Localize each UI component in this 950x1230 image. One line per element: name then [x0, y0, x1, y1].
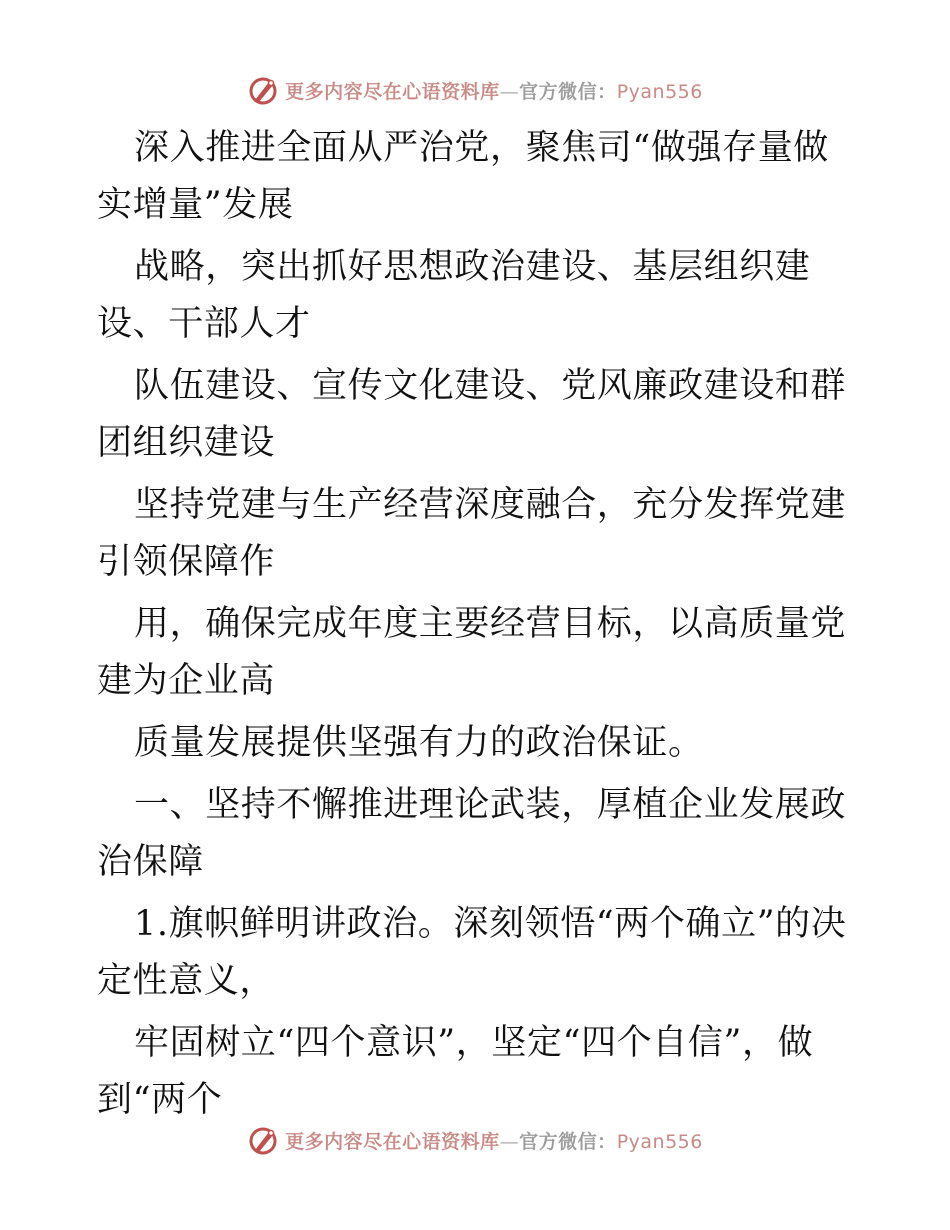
watermark-text: 更多内容尽在心语资料库—官方微信：Pyan556 [285, 1130, 703, 1153]
paragraph: 用，确保完成年度主要经营目标，以高质量党建为企业高 [97, 604, 847, 701]
watermark-text: 更多内容尽在心语资料库—官方微信：Pyan556 [285, 80, 703, 103]
paragraph: 一、坚持不懈推进理论武装，厚植企业发展政治保障 [97, 785, 847, 882]
watermark-footer [0, 1120, 950, 1160]
pen-logo-icon [247, 1124, 279, 1156]
paragraph: 牢固树立“四个意识”，坚定“四个自信”，做到“两个 [97, 1023, 814, 1120]
paragraph: 1.旗帜鲜明讲政治。深刻领悟“两个确立”的决定性意义， [97, 904, 847, 1001]
watermark-header [0, 70, 950, 110]
paragraph: 坚持党建与生产经营深度融合，充分发挥党建引领保障作 [97, 485, 847, 582]
paragraph: 质量发展提供坚强有力的政治保证。 [134, 723, 704, 763]
paragraph: 队伍建设、宣传文化建设、党风廉政建设和群团组织建设 [97, 366, 847, 463]
paragraph: 深入推进全面从严治党，聚焦司“做强存量做实增量”发展 [97, 128, 829, 225]
pen-logo-icon [247, 74, 279, 106]
paragraph: 战略，突出抓好思想政治建设、基层组织建设、干部人才 [97, 247, 811, 344]
document-body [97, 120, 853, 1134]
